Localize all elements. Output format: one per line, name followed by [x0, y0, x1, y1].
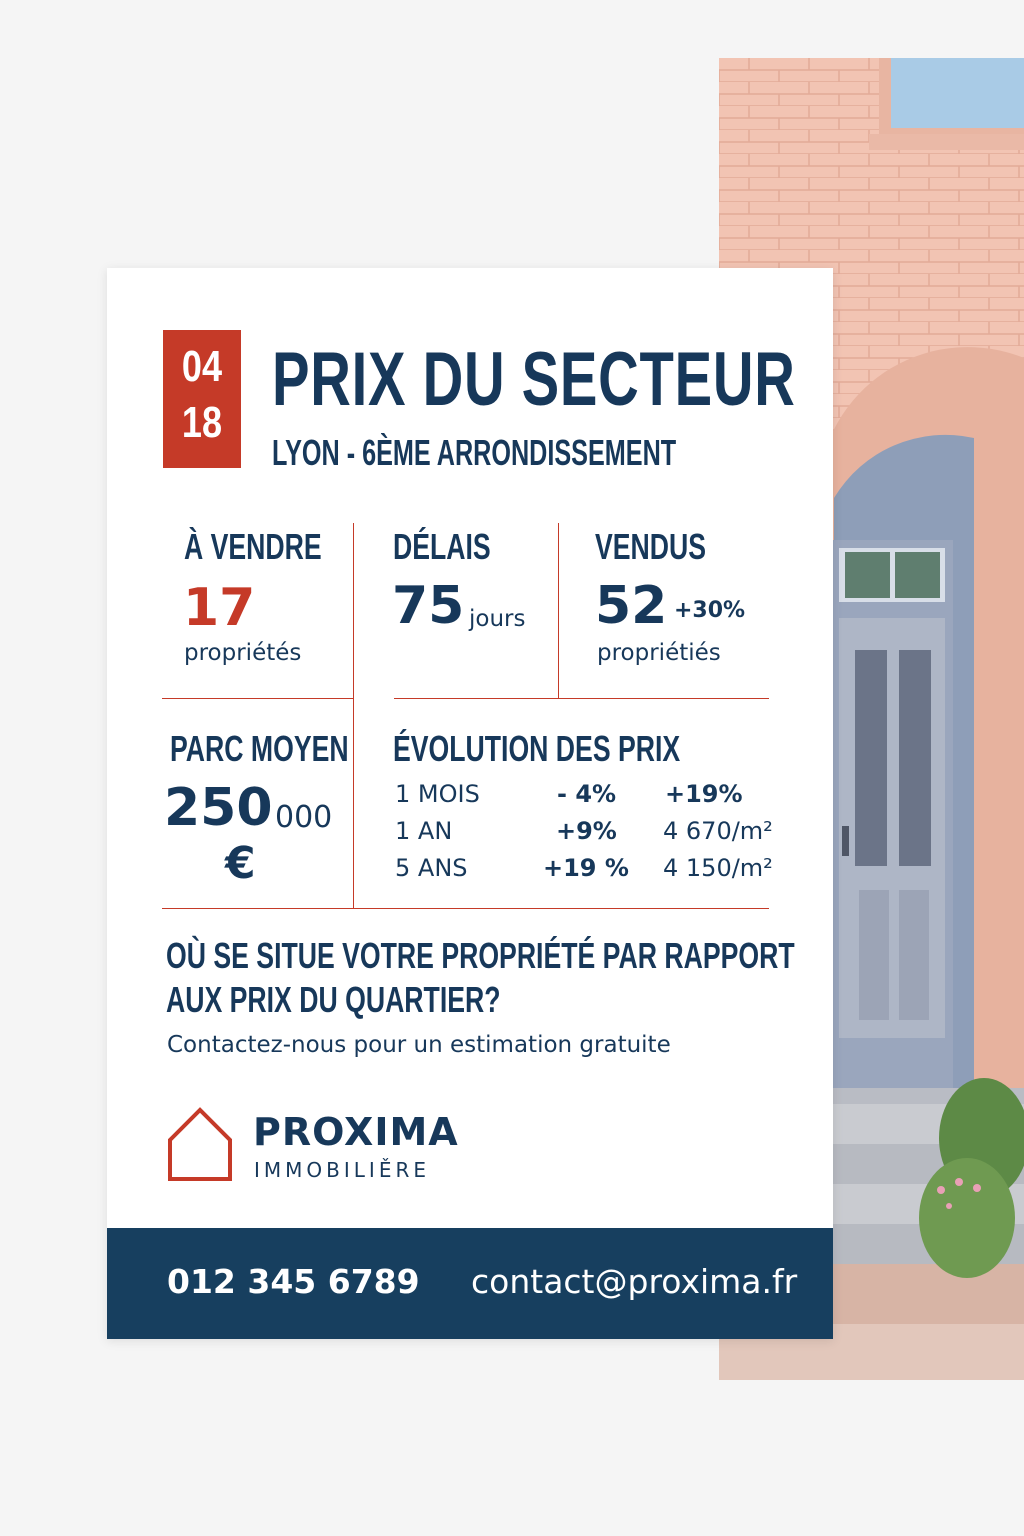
- evolution-row-change: +9%: [556, 817, 617, 845]
- question-line2: AUX PRIX DU QUARTIER?: [166, 979, 501, 1020]
- divider-h1-left: [162, 698, 353, 699]
- brand-subtitle: IMMOBILIĚRE: [254, 1158, 430, 1182]
- date-badge: [163, 330, 241, 468]
- sold-change: +30%: [674, 598, 746, 623]
- evolution-title: ÉVOLUTION DES PRIX: [393, 728, 681, 769]
- divider-v2: [558, 523, 559, 699]
- sold-value: 52: [595, 576, 668, 636]
- date-badge-line2: 18: [181, 398, 223, 447]
- for-sale-label: À VENDRE: [184, 526, 322, 567]
- brand-name: PROXIMA: [253, 1110, 459, 1154]
- evolution-row-change: - 4%: [557, 780, 617, 808]
- divider-v1: [353, 523, 354, 908]
- date-badge-line1: 04: [181, 342, 223, 391]
- email-link[interactable]: contact@proxima.fr: [471, 1262, 798, 1301]
- evolution-row-value: 4 150/m²: [663, 854, 773, 882]
- divider-h1-right: [394, 698, 769, 699]
- evolution-row-period: 1 AN: [395, 817, 453, 845]
- for-sale-unit: propriétés: [184, 640, 302, 666]
- question-line1: OÙ SE SITUE VOTRE PROPRIÉTÉ PAR RAPPORT: [166, 935, 795, 976]
- evolution-row-value: +19%: [665, 780, 743, 808]
- average-value-small: 000: [275, 800, 333, 835]
- price-flyer-card: [107, 268, 833, 1339]
- for-sale-value: 17: [183, 578, 256, 638]
- evolution-row-period: 5 ANS: [395, 854, 468, 882]
- house-logo-icon: [167, 1106, 233, 1182]
- question-heading: [166, 934, 795, 1022]
- sold-label: VENDUS: [595, 526, 707, 567]
- phone-link[interactable]: 012 345 6789: [167, 1262, 420, 1301]
- average-value: 250: [164, 778, 273, 838]
- delay-unit: jours: [469, 606, 526, 632]
- evolution-row-change: +19 %: [543, 854, 629, 882]
- page-subtitle: LYON - 6ÈME ARRONDISSEMENT: [272, 432, 677, 473]
- delay-value: 75: [392, 576, 465, 636]
- cta-text: Contactez-nous pour un estimation gratuite: [167, 1032, 671, 1058]
- average-label: PARC MOYEN: [170, 728, 349, 769]
- divider-h2: [162, 908, 769, 909]
- contact-footer: [107, 1228, 833, 1339]
- average-currency: €: [225, 838, 256, 889]
- sold-unit: propriétiés: [597, 640, 721, 666]
- page-title: PRIX DU SECTEUR: [272, 337, 796, 422]
- evolution-row-value: 4 670/m²: [663, 817, 773, 845]
- delay-label: DÉLAIS: [393, 526, 491, 567]
- evolution-row-period: 1 MOIS: [395, 780, 480, 808]
